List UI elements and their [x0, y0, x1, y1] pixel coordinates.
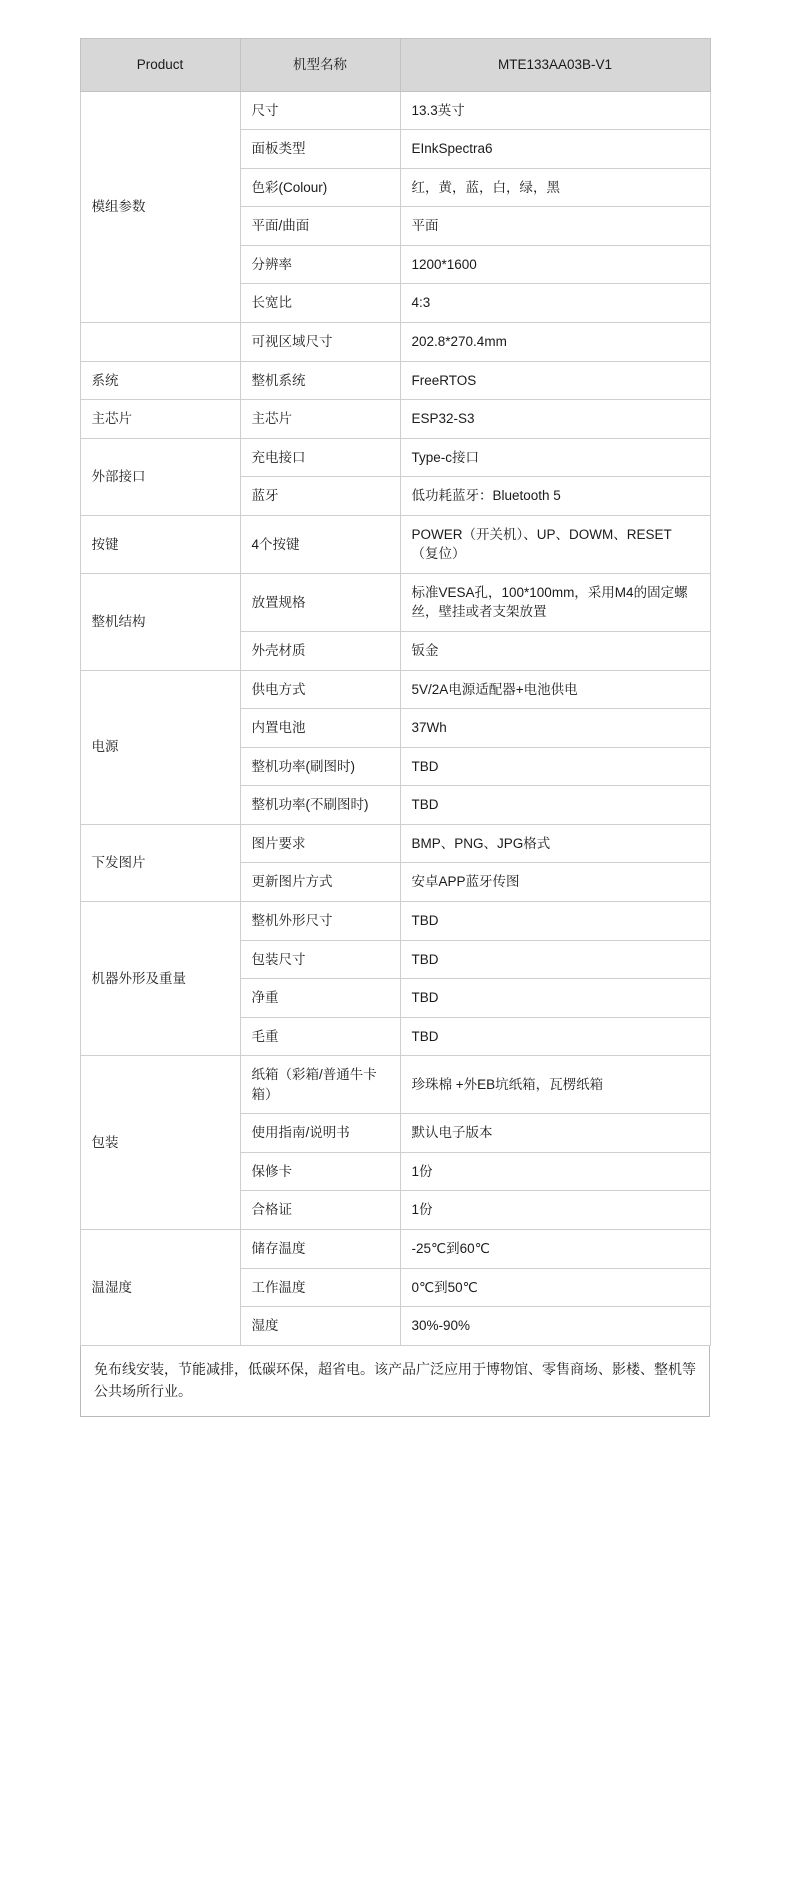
spec-key: 分辨率: [240, 245, 400, 284]
group-label: 下发图片: [80, 824, 240, 901]
footnote-text: 免布线安装，节能减排，低碳环保，超省电。该产品广泛应用于博物馆、零售商场、影楼、整机等公共场所行业。: [80, 1346, 710, 1418]
spec-key: 更新图片方式: [240, 863, 400, 902]
spec-key: 图片要求: [240, 824, 400, 863]
spec-value: 30%-90%: [400, 1307, 710, 1346]
spec-value: 平面: [400, 207, 710, 246]
spec-key: 平面/曲面: [240, 207, 400, 246]
header-cell-model-name: 机型名称: [240, 39, 400, 92]
group-label: 电源: [80, 670, 240, 824]
spec-value: FreeRTOS: [400, 361, 710, 400]
spec-key: 包装尺寸: [240, 940, 400, 979]
spec-key: 湿度: [240, 1307, 400, 1346]
spec-key: 纸箱（彩箱/普通牛卡箱）: [240, 1056, 400, 1114]
group-label: 模组参数: [80, 91, 240, 322]
table-row: [80, 91, 710, 130]
spec-value: 低功耗蓝牙：Bluetooth 5: [400, 477, 710, 516]
spec-value: 红，黄，蓝，白，绿，黑: [400, 168, 710, 207]
table-row: [80, 1056, 710, 1114]
group-label: 温湿度: [80, 1230, 240, 1346]
spec-value: 202.8*270.4mm: [400, 322, 710, 361]
spec-key: 尺寸: [240, 91, 400, 130]
spec-value: TBD: [400, 747, 710, 786]
spec-value: POWER（开关机）、UP、DOWM、RESET（复位）: [400, 515, 710, 573]
spec-key: 放置规格: [240, 573, 400, 631]
spec-value: TBD: [400, 979, 710, 1018]
spec-key: 整机功率(不刷图时): [240, 786, 400, 825]
group-label: 包装: [80, 1056, 240, 1230]
group-label: 外部接口: [80, 438, 240, 515]
group-label: [80, 322, 240, 361]
spec-key: 整机外形尺寸: [240, 901, 400, 940]
spec-key: 充电接口: [240, 438, 400, 477]
spec-key: 内置电池: [240, 709, 400, 748]
group-label: 系统: [80, 361, 240, 400]
spec-value: 标准VESA孔，100*100mm，采用M4的固定螺丝，壁挂或者支架放置: [400, 573, 710, 631]
spec-key: 净重: [240, 979, 400, 1018]
spec-key: 毛重: [240, 1017, 400, 1056]
spec-key: 可视区域尺寸: [240, 322, 400, 361]
spec-value: 37Wh: [400, 709, 710, 748]
spec-key: 4个按键: [240, 515, 400, 573]
spec-key: 面板类型: [240, 130, 400, 169]
table-row: [80, 322, 710, 361]
table-row: [80, 438, 710, 477]
spec-value: 默认电子版本: [400, 1114, 710, 1153]
spec-value: 1份: [400, 1152, 710, 1191]
spec-key: 蓝牙: [240, 477, 400, 516]
spec-key: 色彩(Colour): [240, 168, 400, 207]
spec-value: 4:3: [400, 284, 710, 323]
table-row: [80, 515, 710, 573]
header-cell-product: Product: [80, 39, 240, 92]
table-body: [80, 91, 710, 1345]
spec-value: 1200*1600: [400, 245, 710, 284]
spec-value: TBD: [400, 1017, 710, 1056]
table-row: [80, 361, 710, 400]
spec-key: 主芯片: [240, 400, 400, 439]
spec-key: 供电方式: [240, 670, 400, 709]
group-label: 机器外形及重量: [80, 901, 240, 1055]
spec-value: 珍珠棉 +外EB坑纸箱，瓦楞纸箱: [400, 1056, 710, 1114]
spec-value: 0℃到50℃: [400, 1268, 710, 1307]
group-label: 按键: [80, 515, 240, 573]
spec-value: TBD: [400, 901, 710, 940]
group-label: 主芯片: [80, 400, 240, 439]
spec-value: TBD: [400, 786, 710, 825]
spec-key: 工作温度: [240, 1268, 400, 1307]
table-row: [80, 573, 710, 631]
table-row: [80, 670, 710, 709]
table-header: [80, 39, 710, 92]
spec-value: ESP32-S3: [400, 400, 710, 439]
spec-key: 长宽比: [240, 284, 400, 323]
spec-value: 安卓APP蓝牙传图: [400, 863, 710, 902]
spec-value: 1份: [400, 1191, 710, 1230]
spec-value: 钣金: [400, 632, 710, 671]
spec-key: 合格证: [240, 1191, 400, 1230]
spec-value: 13.3英寸: [400, 91, 710, 130]
spec-value: Type-c接口: [400, 438, 710, 477]
table-header-row: [80, 39, 710, 92]
specification-table: [80, 38, 711, 1346]
group-label: 整机结构: [80, 573, 240, 670]
spec-key: 整机系统: [240, 361, 400, 400]
spec-value: BMP、PNG、JPG格式: [400, 824, 710, 863]
spec-key: 储存温度: [240, 1230, 400, 1269]
spec-value: -25℃到60℃: [400, 1230, 710, 1269]
spec-value: TBD: [400, 940, 710, 979]
table-row: [80, 400, 710, 439]
spec-key: 外壳材质: [240, 632, 400, 671]
spec-key: 保修卡: [240, 1152, 400, 1191]
spec-key: 使用指南/说明书: [240, 1114, 400, 1153]
header-cell-model-number: MTE133AA03B-V1: [400, 39, 710, 92]
spec-value: 5V/2A电源适配器+电池供电: [400, 670, 710, 709]
table-row: [80, 824, 710, 863]
table-row: [80, 1230, 710, 1269]
spec-key: 整机功率(刷图时): [240, 747, 400, 786]
table-row: [80, 901, 710, 940]
spec-value: EInkSpectra6: [400, 130, 710, 169]
